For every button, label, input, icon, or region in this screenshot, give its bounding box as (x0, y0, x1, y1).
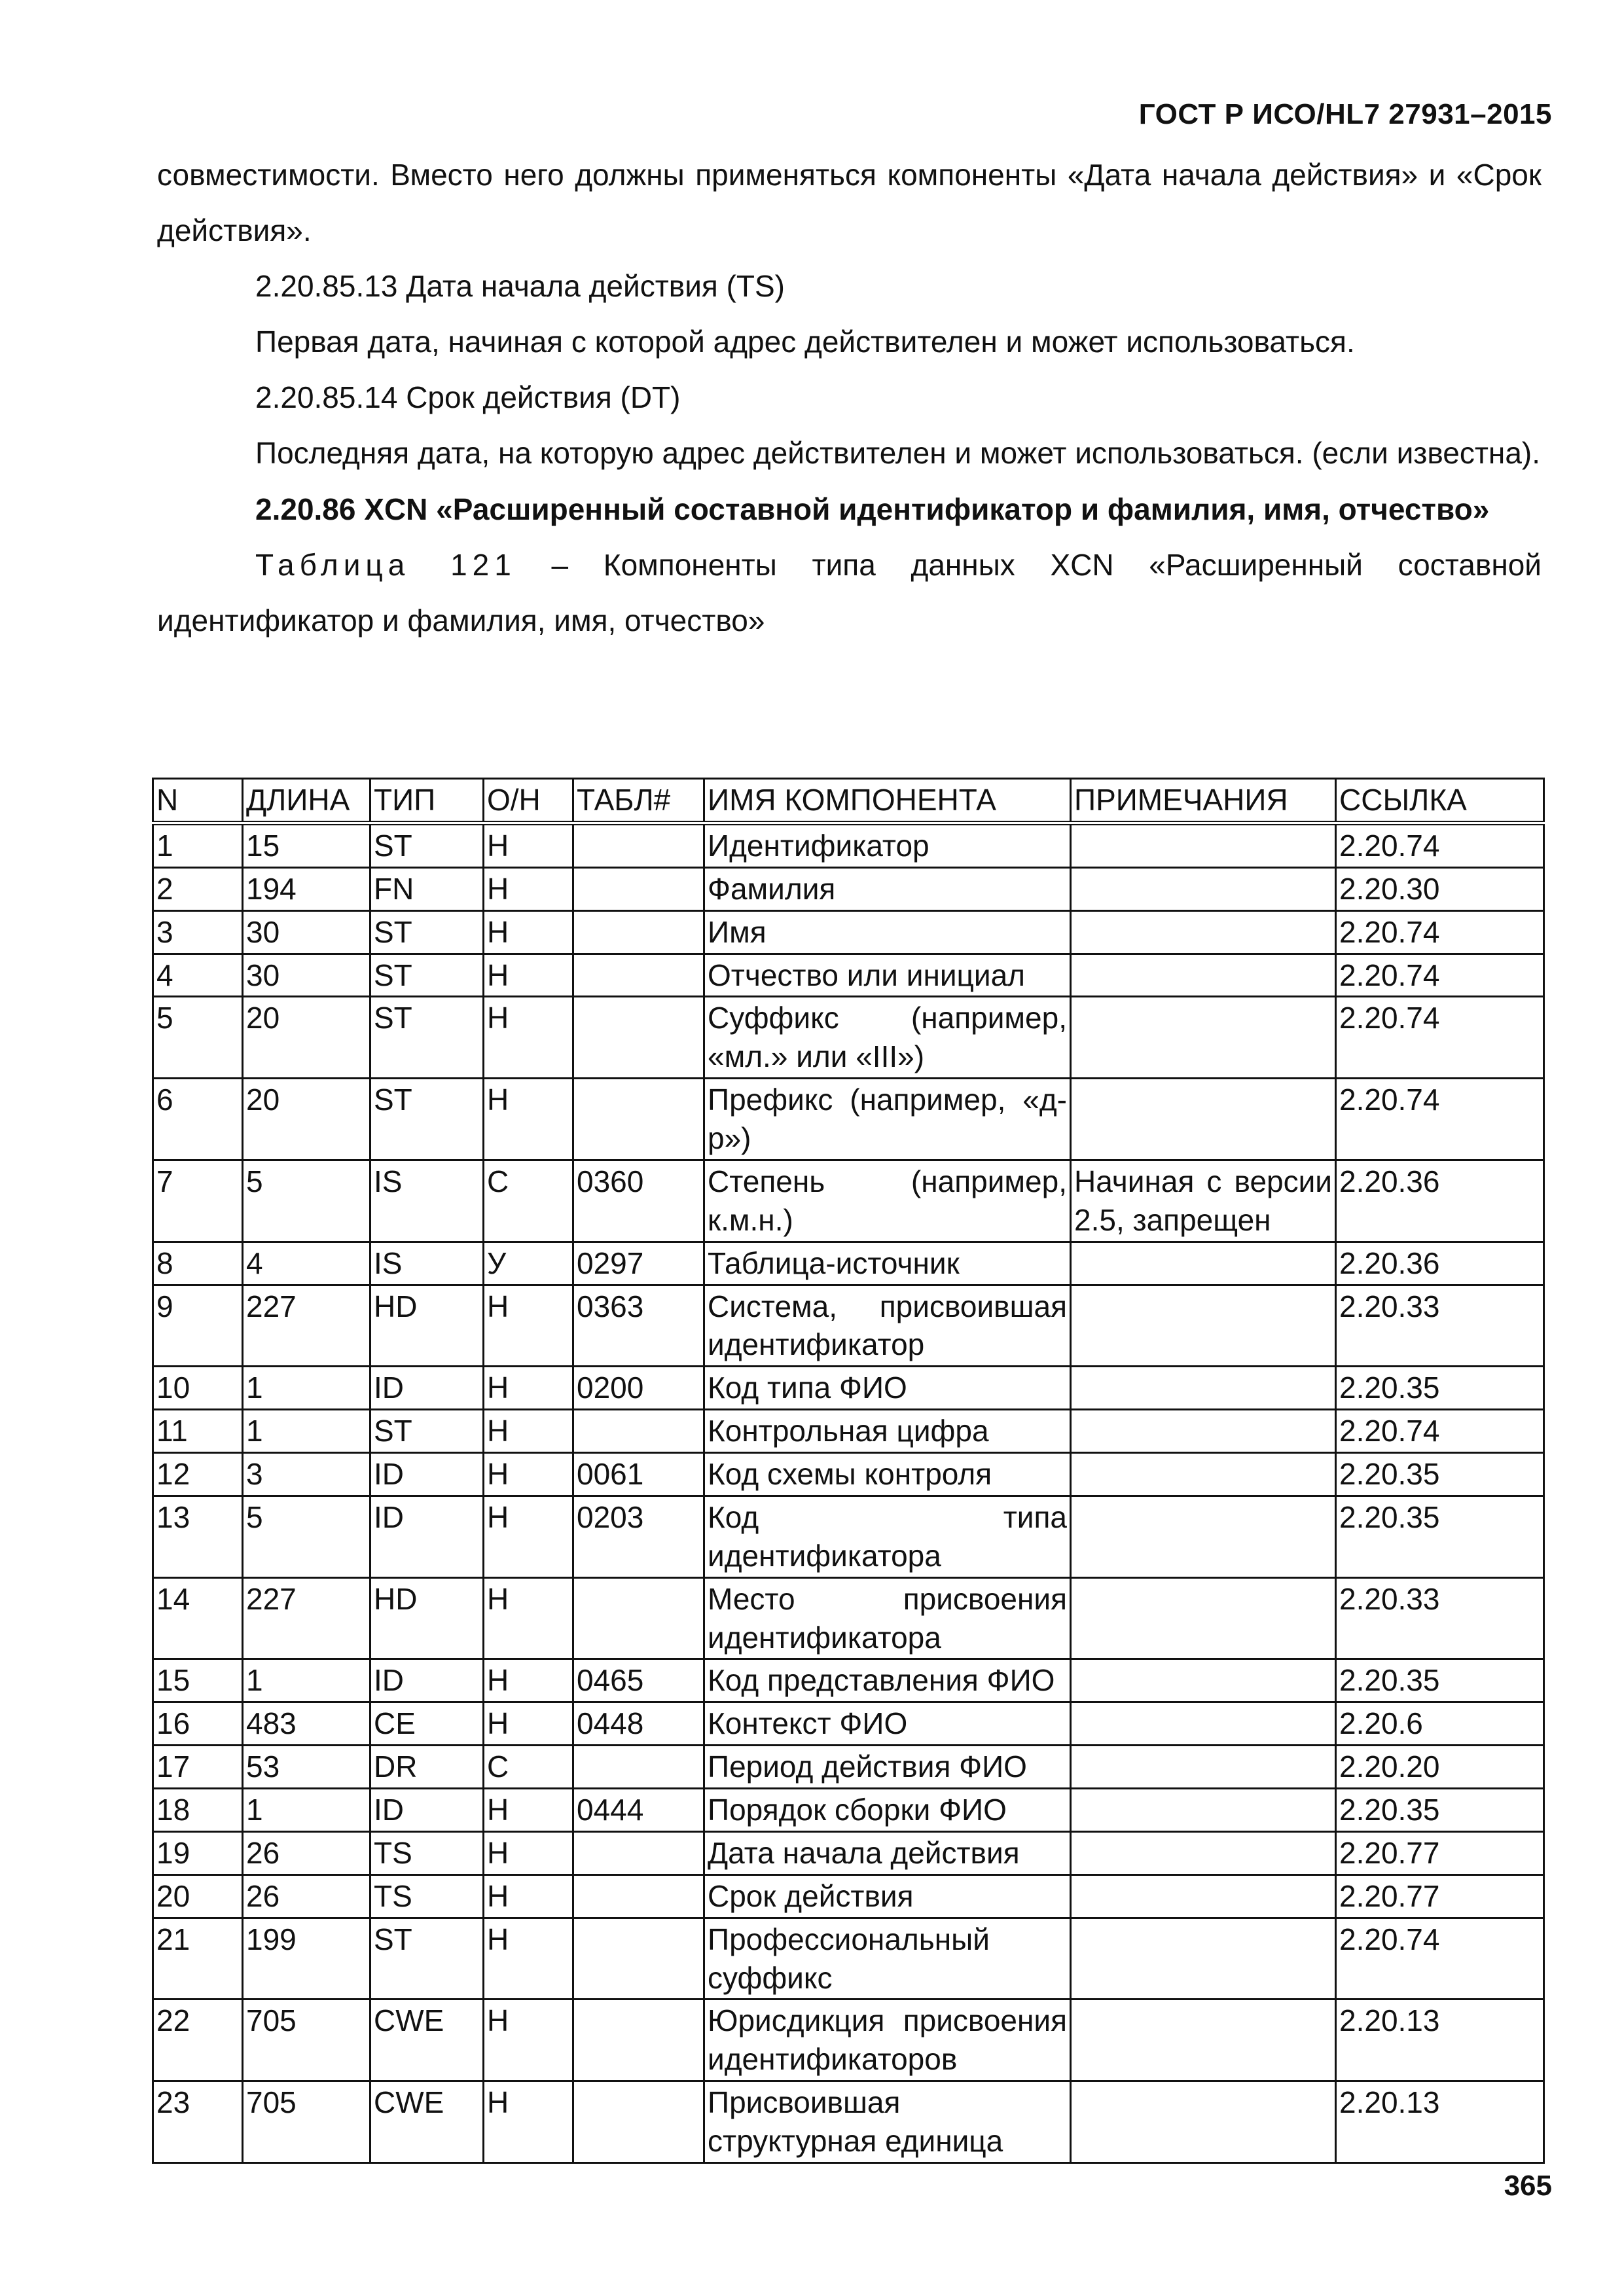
cell-table (573, 1577, 704, 1659)
table-row (153, 997, 1544, 1079)
column-header: ССЫЛКА (1336, 779, 1544, 823)
table-body (153, 823, 1544, 2162)
cell-length: 227 (243, 1577, 370, 1659)
table-row (153, 1659, 1544, 1702)
page-number: 365 (1504, 2170, 1552, 2202)
cell-type: HD (370, 1577, 484, 1659)
cell-type: IS (370, 1242, 484, 1285)
cell-optionality: Н (484, 1367, 573, 1410)
cell-table (573, 1410, 704, 1453)
cell-table: 0465 (573, 1659, 704, 1702)
cell-length: 26 (243, 1831, 370, 1874)
section-2-20-85-14: 2.20.85.14 Срок действия (DT) (255, 380, 681, 415)
cell-notes (1071, 997, 1336, 1079)
cell-notes (1071, 1367, 1336, 1410)
table-caption-label: Таблица 121 (255, 547, 516, 582)
cell-notes (1071, 1285, 1336, 1367)
cell-notes (1071, 2081, 1336, 2163)
cell-reference: 2.20.36 (1336, 1160, 1544, 1242)
cell-type: CWE (370, 2000, 484, 2081)
table-row (153, 1789, 1544, 1832)
cell-type: ID (370, 1496, 484, 1577)
cell-optionality: Н (484, 823, 573, 867)
cell-optionality: Н (484, 1874, 573, 1918)
cell-notes (1071, 1746, 1336, 1789)
cell-n: 1 (153, 823, 243, 867)
cell-notes (1071, 910, 1336, 954)
table-row (153, 2000, 1544, 2081)
cell-optionality: Н (484, 1577, 573, 1659)
cell-length: 53 (243, 1746, 370, 1789)
cell-table (573, 910, 704, 954)
cell-reference: 2.20.74 (1336, 910, 1544, 954)
cell-reference: 2.20.36 (1336, 1242, 1544, 1285)
cell-length: 705 (243, 2000, 370, 2081)
cell-component-name: Код типа ФИО (704, 1367, 1071, 1410)
cell-n: 14 (153, 1577, 243, 1659)
table-row (153, 1410, 1544, 1453)
paragraph-expiry-date: Последняя дата, на которую адрес действителен и может использоваться. (если известна). (255, 436, 1541, 471)
cell-table: 0297 (573, 1242, 704, 1285)
cell-optionality: Н (484, 1831, 573, 1874)
table-row (153, 1367, 1544, 1410)
cell-reference: 2.20.74 (1336, 997, 1544, 1079)
cell-reference: 2.20.74 (1336, 1410, 1544, 1453)
table-row (153, 1874, 1544, 1918)
cell-table (573, 954, 704, 997)
cell-component-name: Срок действия (704, 1874, 1071, 1918)
table-row (153, 1453, 1544, 1496)
cell-table: 0444 (573, 1789, 704, 1832)
table-row (153, 954, 1544, 997)
cell-notes (1071, 823, 1336, 867)
table-row (153, 1577, 1544, 1659)
cell-optionality: С (484, 1746, 573, 1789)
table-row (153, 2081, 1544, 2163)
cell-component-name: Профессиональный суффикс (704, 1918, 1071, 2000)
cell-n: 8 (153, 1242, 243, 1285)
cell-type: ST (370, 954, 484, 997)
cell-type: HD (370, 1285, 484, 1367)
cell-length: 1 (243, 1410, 370, 1453)
cell-reference: 2.20.77 (1336, 1874, 1544, 1918)
table-caption-text: – Компоненты типа данных XCN «Расширенный составной идентификатор и фамилия, имя, отчество» (157, 547, 1542, 637)
components-table (152, 778, 1545, 2164)
column-header: ДЛИНА (243, 779, 370, 823)
cell-n: 17 (153, 1746, 243, 1789)
cell-component-name: Суффикс (например, «мл.» или «III») (704, 997, 1071, 1079)
cell-n: 3 (153, 910, 243, 954)
table-row (153, 1496, 1544, 1577)
cell-reference: 2.20.35 (1336, 1659, 1544, 1702)
cell-n: 20 (153, 1874, 243, 1918)
table-row (153, 1746, 1544, 1789)
cell-n: 11 (153, 1410, 243, 1453)
cell-notes (1071, 1577, 1336, 1659)
cell-notes (1071, 1702, 1336, 1746)
section-heading-xcn: 2.20.86 XCN «Расширенный составной идентификатор и фамилия, имя, отчество» (255, 492, 1490, 526)
table-header-row (153, 779, 1544, 823)
column-header: ТАБЛ# (573, 779, 704, 823)
cell-optionality: Н (484, 910, 573, 954)
cell-type: ST (370, 997, 484, 1079)
column-header: ИМЯ КОМПОНЕНТА (704, 779, 1071, 823)
cell-notes (1071, 1789, 1336, 1832)
cell-n: 15 (153, 1659, 243, 1702)
cell-type: ST (370, 1079, 484, 1160)
section-2-20-85-13: 2.20.85.13 Дата начала действия (TS) (255, 269, 785, 304)
cell-length: 705 (243, 2081, 370, 2163)
page-header-standard: ГОСТ Р ИСО/HL7 27931–2015 (1138, 98, 1552, 130)
cell-reference: 2.20.74 (1336, 823, 1544, 867)
cell-n: 18 (153, 1789, 243, 1832)
cell-notes (1071, 1410, 1336, 1453)
cell-optionality: Н (484, 1453, 573, 1496)
table-row (153, 1160, 1544, 1242)
cell-component-name: Период действия ФИО (704, 1746, 1071, 1789)
cell-component-name: Дата начала действия (704, 1831, 1071, 1874)
cell-table: 0061 (573, 1453, 704, 1496)
cell-type: IS (370, 1160, 484, 1242)
cell-table: 0200 (573, 1367, 704, 1410)
cell-reference: 2.20.74 (1336, 1918, 1544, 2000)
cell-table (573, 1746, 704, 1789)
cell-component-name: Таблица-источник (704, 1242, 1071, 1285)
cell-table (573, 1918, 704, 2000)
cell-table (573, 867, 704, 910)
cell-length: 20 (243, 1079, 370, 1160)
cell-length: 3 (243, 1453, 370, 1496)
cell-table: 0203 (573, 1496, 704, 1577)
cell-table (573, 997, 704, 1079)
cell-notes (1071, 1918, 1336, 2000)
cell-type: ST (370, 1918, 484, 2000)
table-row (153, 910, 1544, 954)
cell-type: ID (370, 1789, 484, 1832)
cell-notes (1071, 1659, 1336, 1702)
cell-component-name: Порядок сборки ФИО (704, 1789, 1071, 1832)
cell-notes (1071, 1831, 1336, 1874)
cell-length: 5 (243, 1496, 370, 1577)
cell-reference: 2.20.35 (1336, 1789, 1544, 1832)
cell-optionality: Н (484, 1079, 573, 1160)
paragraph-start-date: Первая дата, начиная с которой адрес действителен и может использоваться. (255, 325, 1355, 359)
cell-component-name: Юрисдикция присвоения идентификаторов (704, 2000, 1071, 2081)
cell-n: 7 (153, 1160, 243, 1242)
column-header: ПРИМЕЧАНИЯ (1071, 779, 1336, 823)
cell-optionality: Н (484, 1659, 573, 1702)
cell-component-name: Место присвоения идентификатора (704, 1577, 1071, 1659)
table-row (153, 823, 1544, 867)
cell-optionality: Н (484, 2000, 573, 2081)
cell-n: 19 (153, 1831, 243, 1874)
cell-n: 10 (153, 1367, 243, 1410)
cell-component-name: Степень (например, к.м.н.) (704, 1160, 1071, 1242)
cell-reference: 2.20.74 (1336, 1079, 1544, 1160)
cell-length: 5 (243, 1160, 370, 1242)
cell-optionality: Н (484, 1285, 573, 1367)
cell-n: 21 (153, 1918, 243, 2000)
cell-length: 483 (243, 1702, 370, 1746)
cell-table (573, 823, 704, 867)
cell-length: 194 (243, 867, 370, 910)
components-table-wrapper (152, 778, 1543, 2164)
cell-notes (1071, 1242, 1336, 1285)
cell-type: CE (370, 1702, 484, 1746)
cell-n: 12 (153, 1453, 243, 1496)
cell-type: ST (370, 823, 484, 867)
table-header (153, 779, 1544, 823)
table-row (153, 1242, 1544, 1285)
cell-table (573, 2081, 704, 2163)
cell-table: 0360 (573, 1160, 704, 1242)
table-row (153, 1918, 1544, 2000)
cell-table: 0448 (573, 1702, 704, 1746)
cell-reference: 2.20.13 (1336, 2000, 1544, 2081)
table-row (153, 867, 1544, 910)
cell-notes (1071, 2000, 1336, 2081)
cell-length: 30 (243, 910, 370, 954)
cell-reference: 2.20.35 (1336, 1367, 1544, 1410)
cell-reference: 2.20.35 (1336, 1496, 1544, 1577)
cell-component-name: Код типа идентификатора (704, 1496, 1071, 1577)
cell-component-name: Код представления ФИО (704, 1659, 1071, 1702)
cell-length: 26 (243, 1874, 370, 1918)
cell-reference: 2.20.30 (1336, 867, 1544, 910)
cell-table (573, 1874, 704, 1918)
cell-type: TS (370, 1874, 484, 1918)
cell-length: 20 (243, 997, 370, 1079)
cell-notes: Начиная с версии 2.5, запрещен (1071, 1160, 1336, 1242)
cell-component-name: Система, присвоившая идентификатор (704, 1285, 1071, 1367)
cell-component-name: Отчество или инициал (704, 954, 1071, 997)
cell-optionality: Н (484, 867, 573, 910)
cell-optionality: У (484, 1242, 573, 1285)
cell-reference: 2.20.33 (1336, 1285, 1544, 1367)
cell-table (573, 1831, 704, 1874)
cell-notes (1071, 954, 1336, 997)
table-row (153, 1285, 1544, 1367)
table-row (153, 1079, 1544, 1160)
cell-type: FN (370, 867, 484, 910)
cell-optionality: Н (484, 997, 573, 1079)
cell-reference: 2.20.74 (1336, 954, 1544, 997)
cell-notes (1071, 1874, 1336, 1918)
column-header: ТИП (370, 779, 484, 823)
cell-n: 6 (153, 1079, 243, 1160)
cell-optionality: Н (484, 1789, 573, 1832)
cell-notes (1071, 867, 1336, 910)
cell-length: 199 (243, 1918, 370, 2000)
cell-component-name: Имя (704, 910, 1071, 954)
cell-component-name: Контекст ФИО (704, 1702, 1071, 1746)
cell-n: 4 (153, 954, 243, 997)
cell-n: 13 (153, 1496, 243, 1577)
cell-reference: 2.20.33 (1336, 1577, 1544, 1659)
cell-reference: 2.20.35 (1336, 1453, 1544, 1496)
cell-type: TS (370, 1831, 484, 1874)
cell-type: ID (370, 1659, 484, 1702)
cell-table (573, 1079, 704, 1160)
cell-length: 15 (243, 823, 370, 867)
cell-table (573, 2000, 704, 2081)
cell-length: 30 (243, 954, 370, 997)
cell-n: 5 (153, 997, 243, 1079)
cell-n: 2 (153, 867, 243, 910)
cell-n: 16 (153, 1702, 243, 1746)
cell-component-name: Фамилия (704, 867, 1071, 910)
cell-type: CWE (370, 2081, 484, 2163)
cell-reference: 2.20.20 (1336, 1746, 1544, 1789)
cell-type: ID (370, 1453, 484, 1496)
cell-optionality: Н (484, 1702, 573, 1746)
cell-component-name: Контрольная цифра (704, 1410, 1071, 1453)
cell-type: ST (370, 1410, 484, 1453)
cell-notes (1071, 1453, 1336, 1496)
column-header: N (153, 779, 243, 823)
cell-optionality: Н (484, 1918, 573, 2000)
cell-type: ST (370, 910, 484, 954)
cell-component-name: Код схемы контроля (704, 1453, 1071, 1496)
cell-length: 227 (243, 1285, 370, 1367)
cell-optionality: Н (484, 2081, 573, 2163)
cell-component-name: Присвоившая структурная единица (704, 2081, 1071, 2163)
cell-length: 4 (243, 1242, 370, 1285)
cell-optionality: Н (484, 954, 573, 997)
cell-optionality: Н (484, 1410, 573, 1453)
cell-n: 9 (153, 1285, 243, 1367)
cell-notes (1071, 1079, 1336, 1160)
body-text (157, 147, 1542, 649)
cell-type: DR (370, 1746, 484, 1789)
cell-n: 23 (153, 2081, 243, 2163)
table-row (153, 1702, 1544, 1746)
cell-length: 1 (243, 1789, 370, 1832)
cell-reference: 2.20.77 (1336, 1831, 1544, 1874)
cell-optionality: С (484, 1160, 573, 1242)
cell-notes (1071, 1496, 1336, 1577)
cell-optionality: Н (484, 1496, 573, 1577)
cell-component-name: Идентификатор (704, 823, 1071, 867)
cell-reference: 2.20.6 (1336, 1702, 1544, 1746)
column-header: О/Н (484, 779, 573, 823)
cell-table: 0363 (573, 1285, 704, 1367)
cell-component-name: Префикс (например, «д-р») (704, 1079, 1071, 1160)
cell-length: 1 (243, 1659, 370, 1702)
paragraph-compatibility: совместимости. Вместо него должны применяться компоненты «Дата начала действия» и «Срок действия». (157, 158, 1542, 248)
cell-n: 22 (153, 2000, 243, 2081)
table-caption (157, 537, 1542, 649)
table-row (153, 1831, 1544, 1874)
cell-type: ID (370, 1367, 484, 1410)
cell-reference: 2.20.13 (1336, 2081, 1544, 2163)
cell-length: 1 (243, 1367, 370, 1410)
